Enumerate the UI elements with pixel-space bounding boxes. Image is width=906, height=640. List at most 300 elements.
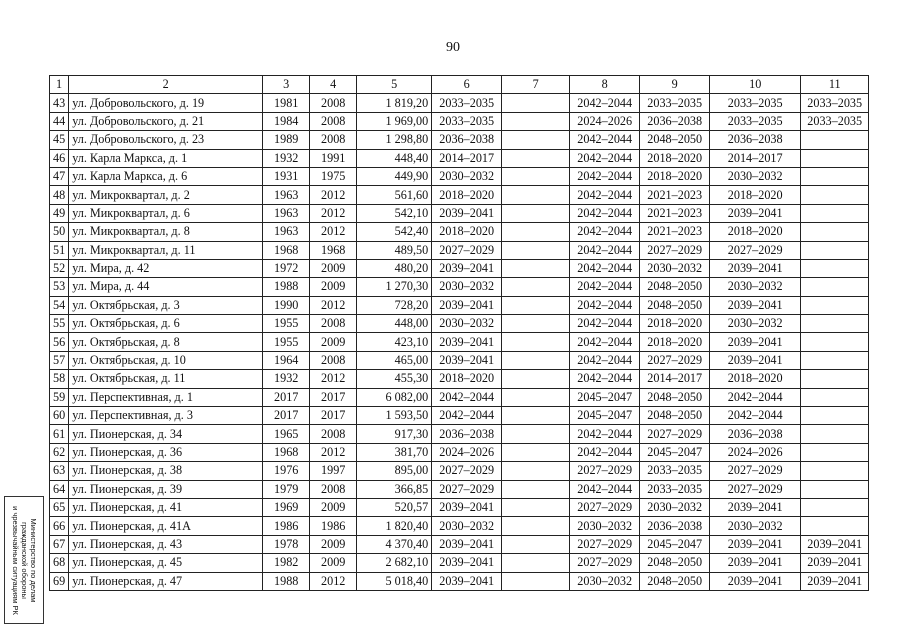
cell-period-6: 2030–2032 — [432, 167, 502, 185]
cell-period-9: 2018–2020 — [640, 333, 710, 351]
cell-address: ул. Мира, д. 44 — [69, 278, 263, 296]
cell-year-reg: 2008 — [310, 480, 357, 498]
cell-period-9: 2021–2023 — [640, 223, 710, 241]
cell-year-built: 2017 — [263, 388, 310, 406]
cell-period-11: 2033–2035 — [801, 94, 869, 112]
cell-period-10: 2036–2038 — [710, 425, 801, 443]
cell-period-10: 2039–2041 — [710, 572, 801, 590]
cell-period-11 — [801, 223, 869, 241]
cell-row-number: 60 — [50, 407, 69, 425]
cell-year-built: 1972 — [263, 259, 310, 277]
table-row — [50, 241, 869, 259]
cell-col-7 — [502, 204, 570, 222]
cell-area: 455,30 — [357, 370, 432, 388]
cell-address: ул. Микроквартал, д. 6 — [69, 204, 263, 222]
cell-area: 728,20 — [357, 296, 432, 314]
cell-year-built: 1964 — [263, 351, 310, 369]
cell-area: 1 270,30 — [357, 278, 432, 296]
cell-col-7 — [502, 535, 570, 553]
cell-period-11 — [801, 186, 869, 204]
cell-year-built: 1988 — [263, 278, 310, 296]
cell-period-6: 2030–2032 — [432, 278, 502, 296]
cell-col-7 — [502, 498, 570, 516]
cell-period-11 — [801, 241, 869, 259]
cell-period-9: 2036–2038 — [640, 112, 710, 130]
cell-row-number: 43 — [50, 94, 69, 112]
cell-period-8: 2042–2044 — [570, 351, 640, 369]
cell-area: 480,20 — [357, 259, 432, 277]
cell-address: ул. Микроквартал, д. 11 — [69, 241, 263, 259]
cell-period-11 — [801, 333, 869, 351]
cell-area: 1 819,20 — [357, 94, 432, 112]
cell-area: 4 370,40 — [357, 535, 432, 553]
cell-year-reg: 1968 — [310, 241, 357, 259]
cell-address: ул. Карла Маркса, д. 6 — [69, 167, 263, 185]
cell-period-9: 2018–2020 — [640, 149, 710, 167]
cell-year-built: 1932 — [263, 149, 310, 167]
cell-period-9: 2048–2050 — [640, 554, 710, 572]
cell-col-7 — [502, 425, 570, 443]
cell-period-9: 2018–2020 — [640, 315, 710, 333]
cell-period-10: 2039–2041 — [710, 333, 801, 351]
cell-address: ул. Октябрьская, д. 6 — [69, 315, 263, 333]
cell-year-reg: 2012 — [310, 370, 357, 388]
cell-year-built: 1969 — [263, 498, 310, 516]
cell-col-7 — [502, 407, 570, 425]
cell-year-reg: 2009 — [310, 333, 357, 351]
cell-period-6: 2018–2020 — [432, 370, 502, 388]
cell-period-6: 2039–2041 — [432, 535, 502, 553]
cell-address: ул. Пионерская, д. 45 — [69, 554, 263, 572]
cell-row-number: 63 — [50, 462, 69, 480]
cell-year-reg: 2008 — [310, 315, 357, 333]
cell-year-built: 1989 — [263, 131, 310, 149]
table-row — [50, 462, 869, 480]
cell-col-7 — [502, 572, 570, 590]
cell-year-built: 1955 — [263, 315, 310, 333]
cell-year-built: 1963 — [263, 204, 310, 222]
cell-col-7 — [502, 296, 570, 314]
cell-period-8: 2042–2044 — [570, 333, 640, 351]
cell-period-8: 2042–2044 — [570, 204, 640, 222]
cell-period-6: 2033–2035 — [432, 112, 502, 130]
cell-col-7 — [502, 388, 570, 406]
cell-address: ул. Октябрьская, д. 8 — [69, 333, 263, 351]
cell-address: ул. Пионерская, д. 38 — [69, 462, 263, 480]
cell-period-10: 2039–2041 — [710, 259, 801, 277]
document-table — [49, 75, 869, 591]
cell-area: 917,30 — [357, 425, 432, 443]
cell-period-8: 2045–2047 — [570, 407, 640, 425]
cell-period-10: 2018–2020 — [710, 223, 801, 241]
cell-row-number: 44 — [50, 112, 69, 130]
col-header: 4 — [310, 76, 357, 94]
cell-year-built: 1990 — [263, 296, 310, 314]
cell-period-6: 2036–2038 — [432, 131, 502, 149]
cell-period-9: 2045–2047 — [640, 535, 710, 553]
cell-period-6: 2039–2041 — [432, 351, 502, 369]
cell-year-reg: 2009 — [310, 259, 357, 277]
cell-year-reg: 2017 — [310, 388, 357, 406]
cell-period-8: 2042–2044 — [570, 149, 640, 167]
cell-period-9: 2036–2038 — [640, 517, 710, 535]
cell-period-10: 2033–2035 — [710, 94, 801, 112]
cell-year-built: 1984 — [263, 112, 310, 130]
cell-period-11 — [801, 315, 869, 333]
cell-period-11 — [801, 462, 869, 480]
cell-period-9: 2030–2032 — [640, 498, 710, 516]
cell-period-11 — [801, 296, 869, 314]
cell-year-reg: 2009 — [310, 535, 357, 553]
cell-area: 542,10 — [357, 204, 432, 222]
cell-year-reg: 2009 — [310, 554, 357, 572]
cell-row-number: 58 — [50, 370, 69, 388]
cell-address: ул. Октябрьская, д. 10 — [69, 351, 263, 369]
table-row — [50, 186, 869, 204]
cell-period-6: 2027–2029 — [432, 480, 502, 498]
cell-area: 520,57 — [357, 498, 432, 516]
table-row — [50, 333, 869, 351]
cell-col-7 — [502, 554, 570, 572]
cell-period-6: 2042–2044 — [432, 407, 502, 425]
cell-period-8: 2024–2026 — [570, 112, 640, 130]
cell-address: ул. Пионерская, д. 47 — [69, 572, 263, 590]
cell-area: 423,10 — [357, 333, 432, 351]
table-row — [50, 94, 869, 112]
stamp-text: Министерство по делам гражданской обороны и чрезвычайным ситуациям РК — [10, 505, 38, 615]
cell-col-7 — [502, 223, 570, 241]
table-row — [50, 204, 869, 222]
cell-period-10: 2039–2041 — [710, 296, 801, 314]
cell-year-reg: 2009 — [310, 278, 357, 296]
cell-col-7 — [502, 241, 570, 259]
cell-period-11: 2039–2041 — [801, 554, 869, 572]
cell-row-number: 55 — [50, 315, 69, 333]
cell-period-11 — [801, 425, 869, 443]
cell-col-7 — [502, 351, 570, 369]
cell-period-11 — [801, 259, 869, 277]
cell-area: 542,40 — [357, 223, 432, 241]
table-row — [50, 131, 869, 149]
col-header: 2 — [69, 76, 263, 94]
cell-year-built: 1988 — [263, 572, 310, 590]
cell-year-built: 1982 — [263, 554, 310, 572]
cell-area: 449,90 — [357, 167, 432, 185]
cell-period-9: 2048–2050 — [640, 388, 710, 406]
cell-year-reg: 1975 — [310, 167, 357, 185]
cell-year-reg: 2008 — [310, 425, 357, 443]
cell-year-reg: 2012 — [310, 204, 357, 222]
table-row — [50, 535, 869, 553]
cell-period-6: 2027–2029 — [432, 462, 502, 480]
col-header: 11 — [801, 76, 869, 94]
cell-period-10: 2030–2032 — [710, 315, 801, 333]
table-row — [50, 315, 869, 333]
cell-period-11 — [801, 498, 869, 516]
cell-period-6: 2039–2041 — [432, 259, 502, 277]
cell-year-reg: 2008 — [310, 131, 357, 149]
cell-period-8: 2027–2029 — [570, 554, 640, 572]
cell-row-number: 67 — [50, 535, 69, 553]
cell-period-10: 2024–2026 — [710, 443, 801, 461]
header-row — [50, 76, 869, 94]
cell-period-6: 2042–2044 — [432, 388, 502, 406]
cell-period-8: 2042–2044 — [570, 241, 640, 259]
cell-period-8: 2042–2044 — [570, 278, 640, 296]
cell-col-7 — [502, 370, 570, 388]
table-row — [50, 223, 869, 241]
cell-period-10: 2030–2032 — [710, 517, 801, 535]
cell-period-9: 2014–2017 — [640, 370, 710, 388]
cell-period-10: 2018–2020 — [710, 186, 801, 204]
cell-col-7 — [502, 112, 570, 130]
cell-year-built: 1968 — [263, 241, 310, 259]
cell-period-10: 2014–2017 — [710, 149, 801, 167]
cell-period-10: 2018–2020 — [710, 370, 801, 388]
cell-col-7 — [502, 333, 570, 351]
cell-row-number: 66 — [50, 517, 69, 535]
cell-row-number: 53 — [50, 278, 69, 296]
cell-row-number: 54 — [50, 296, 69, 314]
table-body — [50, 94, 869, 591]
cell-period-6: 2018–2020 — [432, 223, 502, 241]
cell-row-number: 47 — [50, 167, 69, 185]
cell-period-9: 2048–2050 — [640, 572, 710, 590]
cell-period-6: 2033–2035 — [432, 94, 502, 112]
cell-address: ул. Пионерская, д. 41 — [69, 498, 263, 516]
cell-row-number: 45 — [50, 131, 69, 149]
cell-row-number: 62 — [50, 443, 69, 461]
cell-area: 366,85 — [357, 480, 432, 498]
cell-period-10: 2039–2041 — [710, 204, 801, 222]
cell-year-reg: 2012 — [310, 443, 357, 461]
cell-period-8: 2042–2044 — [570, 370, 640, 388]
cell-period-9: 2021–2023 — [640, 186, 710, 204]
cell-year-built: 1932 — [263, 370, 310, 388]
cell-period-6: 2027–2029 — [432, 241, 502, 259]
cell-period-10: 2039–2041 — [710, 535, 801, 553]
cell-period-8: 2027–2029 — [570, 498, 640, 516]
cell-year-reg: 2017 — [310, 407, 357, 425]
registration-stamp — [4, 496, 44, 624]
cell-row-number: 69 — [50, 572, 69, 590]
cell-row-number: 49 — [50, 204, 69, 222]
cell-period-10: 2039–2041 — [710, 351, 801, 369]
cell-row-number: 68 — [50, 554, 69, 572]
table-row — [50, 425, 869, 443]
cell-period-10: 2039–2041 — [710, 498, 801, 516]
cell-year-reg: 1991 — [310, 149, 357, 167]
cell-col-7 — [502, 278, 570, 296]
cell-period-6: 2018–2020 — [432, 186, 502, 204]
cell-address: ул. Микроквартал, д. 2 — [69, 186, 263, 204]
cell-address: ул. Добровольского, д. 23 — [69, 131, 263, 149]
cell-area: 561,60 — [357, 186, 432, 204]
cell-row-number: 59 — [50, 388, 69, 406]
cell-period-8: 2045–2047 — [570, 388, 640, 406]
cell-period-6: 2014–2017 — [432, 149, 502, 167]
cell-year-built: 1931 — [263, 167, 310, 185]
cell-period-9: 2030–2032 — [640, 259, 710, 277]
col-header: 7 — [502, 76, 570, 94]
cell-period-11: 2039–2041 — [801, 535, 869, 553]
cell-period-11: 2039–2041 — [801, 572, 869, 590]
cell-period-11 — [801, 517, 869, 535]
table-row — [50, 554, 869, 572]
cell-row-number: 50 — [50, 223, 69, 241]
cell-address: ул. Пионерская, д. 43 — [69, 535, 263, 553]
cell-period-11 — [801, 167, 869, 185]
cell-period-6: 2039–2041 — [432, 204, 502, 222]
cell-area: 2 682,10 — [357, 554, 432, 572]
table-row — [50, 296, 869, 314]
cell-period-8: 2042–2044 — [570, 223, 640, 241]
cell-year-reg: 1997 — [310, 462, 357, 480]
cell-address: ул. Пионерская, д. 36 — [69, 443, 263, 461]
table-row — [50, 351, 869, 369]
cell-period-11 — [801, 370, 869, 388]
cell-period-10: 2042–2044 — [710, 388, 801, 406]
cell-period-8: 2027–2029 — [570, 462, 640, 480]
cell-col-7 — [502, 167, 570, 185]
cell-period-9: 2048–2050 — [640, 278, 710, 296]
cell-row-number: 65 — [50, 498, 69, 516]
cell-period-8: 2042–2044 — [570, 480, 640, 498]
cell-period-11 — [801, 351, 869, 369]
cell-year-reg: 2009 — [310, 498, 357, 516]
col-header: 9 — [640, 76, 710, 94]
cell-period-9: 2033–2035 — [640, 94, 710, 112]
cell-period-9: 2048–2050 — [640, 131, 710, 149]
cell-year-reg: 2012 — [310, 296, 357, 314]
cell-period-9: 2027–2029 — [640, 351, 710, 369]
table-row — [50, 370, 869, 388]
cell-period-10: 2030–2032 — [710, 167, 801, 185]
cell-period-8: 2042–2044 — [570, 131, 640, 149]
cell-period-8: 2042–2044 — [570, 167, 640, 185]
cell-area: 448,40 — [357, 149, 432, 167]
cell-area: 6 082,00 — [357, 388, 432, 406]
cell-address: ул. Пионерская, д. 34 — [69, 425, 263, 443]
cell-area: 1 593,50 — [357, 407, 432, 425]
cell-period-10: 2027–2029 — [710, 480, 801, 498]
cell-period-11 — [801, 480, 869, 498]
cell-year-reg: 2012 — [310, 572, 357, 590]
cell-period-11 — [801, 278, 869, 296]
cell-period-9: 2048–2050 — [640, 407, 710, 425]
cell-period-9: 2027–2029 — [640, 425, 710, 443]
cell-period-6: 2039–2041 — [432, 296, 502, 314]
cell-period-8: 2042–2044 — [570, 94, 640, 112]
cell-period-6: 2030–2032 — [432, 517, 502, 535]
cell-year-reg: 2008 — [310, 112, 357, 130]
cell-area: 1 820,40 — [357, 517, 432, 535]
col-header: 5 — [357, 76, 432, 94]
cell-col-7 — [502, 480, 570, 498]
cell-period-11 — [801, 131, 869, 149]
cell-period-8: 2042–2044 — [570, 443, 640, 461]
cell-row-number: 48 — [50, 186, 69, 204]
cell-address: ул. Пионерская, д. 39 — [69, 480, 263, 498]
table-row — [50, 517, 869, 535]
cell-address: ул. Микроквартал, д. 8 — [69, 223, 263, 241]
cell-period-10: 2027–2029 — [710, 241, 801, 259]
col-header: 10 — [710, 76, 801, 94]
cell-period-8: 2042–2044 — [570, 259, 640, 277]
cell-address: ул. Добровольского, д. 21 — [69, 112, 263, 130]
cell-address: ул. Добровольского, д. 19 — [69, 94, 263, 112]
table-row — [50, 480, 869, 498]
cell-period-6: 2036–2038 — [432, 425, 502, 443]
cell-period-10: 2030–2032 — [710, 278, 801, 296]
cell-period-11 — [801, 149, 869, 167]
cell-period-11: 2033–2035 — [801, 112, 869, 130]
table-row — [50, 167, 869, 185]
cell-area: 448,00 — [357, 315, 432, 333]
cell-year-built: 1968 — [263, 443, 310, 461]
cell-period-8: 2042–2044 — [570, 425, 640, 443]
cell-area: 1 969,00 — [357, 112, 432, 130]
cell-area: 489,50 — [357, 241, 432, 259]
cell-period-9: 2045–2047 — [640, 443, 710, 461]
cell-address: ул. Перспективная, д. 1 — [69, 388, 263, 406]
col-header: 8 — [570, 76, 640, 94]
cell-area: 5 018,40 — [357, 572, 432, 590]
cell-col-7 — [502, 149, 570, 167]
cell-period-6: 2030–2032 — [432, 315, 502, 333]
cell-period-11 — [801, 204, 869, 222]
cell-row-number: 61 — [50, 425, 69, 443]
cell-period-8: 2042–2044 — [570, 315, 640, 333]
cell-row-number: 46 — [50, 149, 69, 167]
table-row — [50, 149, 869, 167]
cell-col-7 — [502, 315, 570, 333]
cell-period-6: 2039–2041 — [432, 554, 502, 572]
cell-period-8: 2042–2044 — [570, 296, 640, 314]
cell-year-built: 1963 — [263, 186, 310, 204]
cell-period-9: 2033–2035 — [640, 462, 710, 480]
cell-period-10: 2033–2035 — [710, 112, 801, 130]
cell-address: ул. Пионерская, д. 41А — [69, 517, 263, 535]
cell-row-number: 64 — [50, 480, 69, 498]
table-row — [50, 498, 869, 516]
cell-year-reg: 2008 — [310, 94, 357, 112]
table-row — [50, 443, 869, 461]
table-row — [50, 259, 869, 277]
cell-year-built: 1978 — [263, 535, 310, 553]
cell-period-10: 2039–2041 — [710, 554, 801, 572]
cell-year-built: 1979 — [263, 480, 310, 498]
cell-address: ул. Карла Маркса, д. 1 — [69, 149, 263, 167]
cell-year-built: 1986 — [263, 517, 310, 535]
cell-period-11 — [801, 388, 869, 406]
table-row — [50, 112, 869, 130]
cell-year-reg: 1986 — [310, 517, 357, 535]
col-header: 3 — [263, 76, 310, 94]
cell-area: 895,00 — [357, 462, 432, 480]
cell-area: 1 298,80 — [357, 131, 432, 149]
cell-year-built: 1981 — [263, 94, 310, 112]
cell-address: ул. Октябрьская, д. 3 — [69, 296, 263, 314]
cell-year-reg: 2012 — [310, 186, 357, 204]
cell-year-built: 1955 — [263, 333, 310, 351]
table-row — [50, 572, 869, 590]
cell-period-11 — [801, 443, 869, 461]
cell-col-7 — [502, 462, 570, 480]
cell-period-10: 2027–2029 — [710, 462, 801, 480]
cell-period-10: 2042–2044 — [710, 407, 801, 425]
cell-row-number: 52 — [50, 259, 69, 277]
